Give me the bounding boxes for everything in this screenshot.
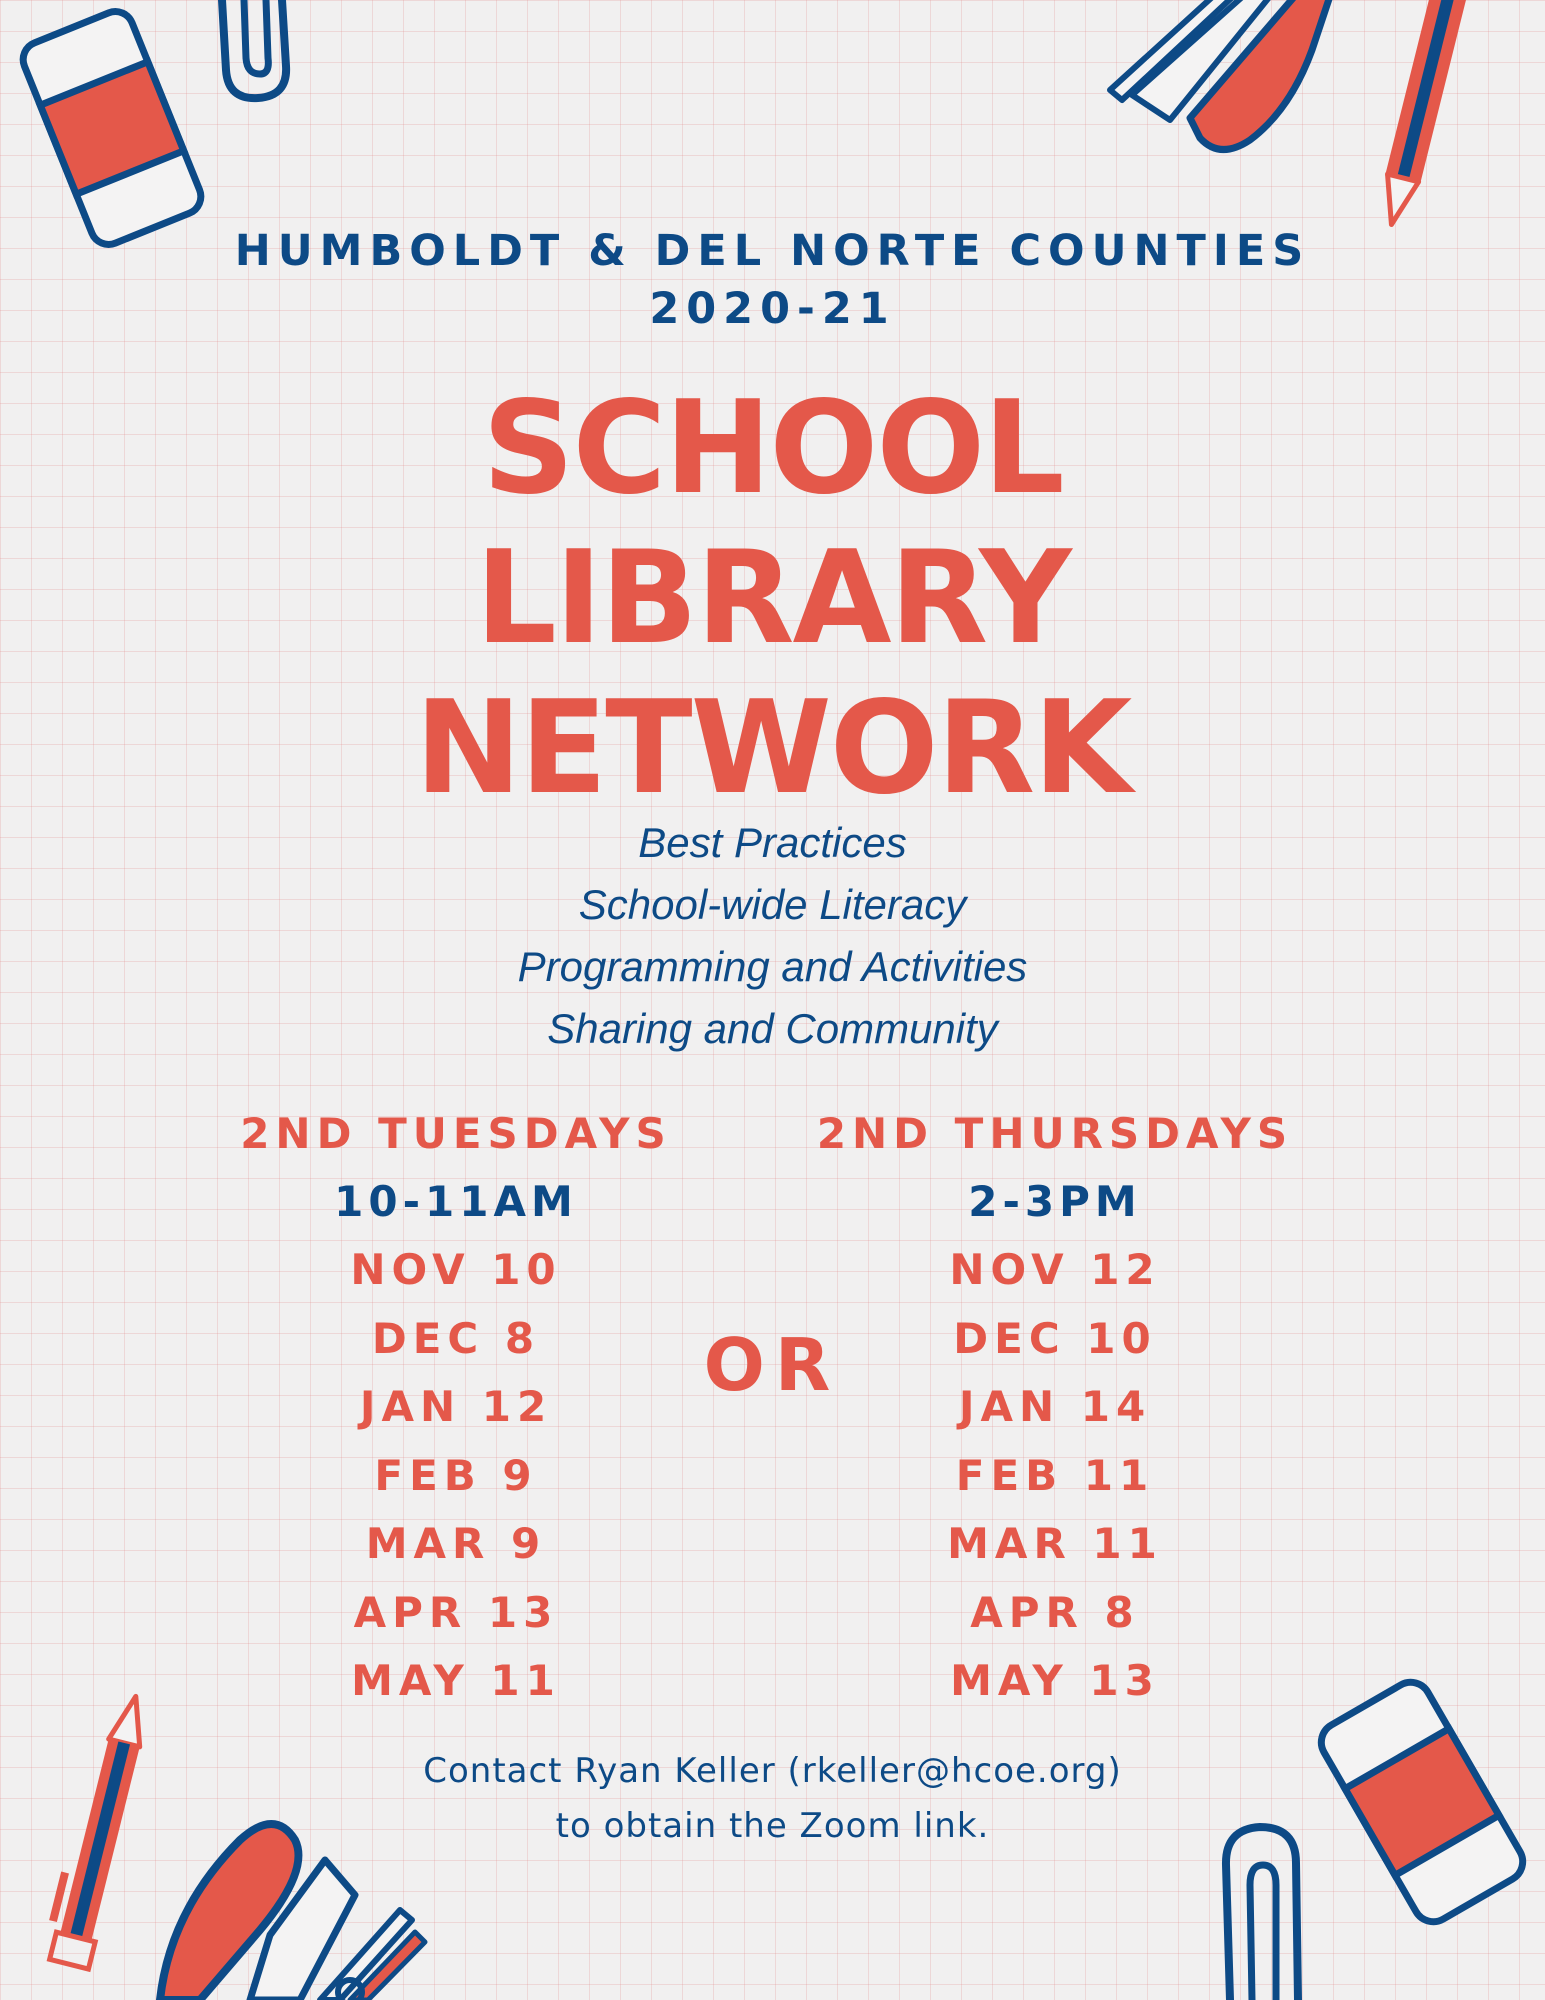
tuesday-date: MAR 9 [365, 1519, 547, 1568]
title-line-school: SCHOOL [482, 374, 1063, 523]
thursday-date: JAN 14 [958, 1382, 1152, 1431]
tuesday-date: JAN 12 [359, 1382, 553, 1431]
tuesday-date: DEC 8 [371, 1313, 541, 1363]
contact-line: Contact Ryan Keller (rkeller@hcoe.org) [423, 1751, 1122, 1791]
thursday-date: MAR 11 [947, 1519, 1163, 1568]
or-separator: OR [703, 1323, 841, 1407]
header [0, 222, 1545, 338]
tuesday-date: MAY 11 [351, 1656, 561, 1705]
contact-line: to obtain the Zoom link. [555, 1806, 990, 1846]
topic-item: Best Practices [638, 819, 907, 866]
page-title [0, 374, 1545, 824]
topic-item: Programming and Activities [517, 943, 1028, 990]
tuesdays-heading: 2ND TUESDAYS [240, 1109, 672, 1158]
tuesday-date: FEB 9 [374, 1450, 538, 1500]
stapler-icon [1100, 0, 1340, 160]
header-year: 2020-21 [649, 284, 896, 334]
thursdays-time: 2-3PM [968, 1177, 1142, 1226]
thursday-date: FEB 11 [955, 1450, 1155, 1500]
thursday-date: DEC 10 [953, 1313, 1157, 1363]
thursday-date: APR 8 [970, 1587, 1140, 1637]
header-counties: HUMBOLDT & DEL NORTE COUNTIES [234, 226, 1311, 276]
schedule-tuesdays [176, 1100, 736, 1716]
paperclip-icon [210, 0, 310, 110]
pencil-icon [1360, 0, 1480, 250]
tuesday-date: APR 13 [353, 1587, 559, 1637]
topic-item: School-wide Literacy [578, 881, 967, 928]
topic-item: Sharing and Community [547, 1005, 998, 1052]
thursdays-heading: 2ND THURSDAYS [816, 1109, 1294, 1158]
tuesday-date: NOV 10 [350, 1245, 562, 1294]
tuesdays-time: 10-11AM [334, 1177, 578, 1226]
title-line-network: NETWORK [414, 674, 1131, 823]
schedule-thursdays [775, 1100, 1335, 1716]
thursday-date: NOV 12 [949, 1245, 1161, 1294]
thursday-date: MAY 13 [950, 1656, 1160, 1705]
contact-info [0, 1744, 1545, 1854]
title-line-library: LIBRARY [475, 524, 1070, 673]
topic-list [0, 812, 1545, 1060]
eraser-icon [0, 0, 230, 260]
